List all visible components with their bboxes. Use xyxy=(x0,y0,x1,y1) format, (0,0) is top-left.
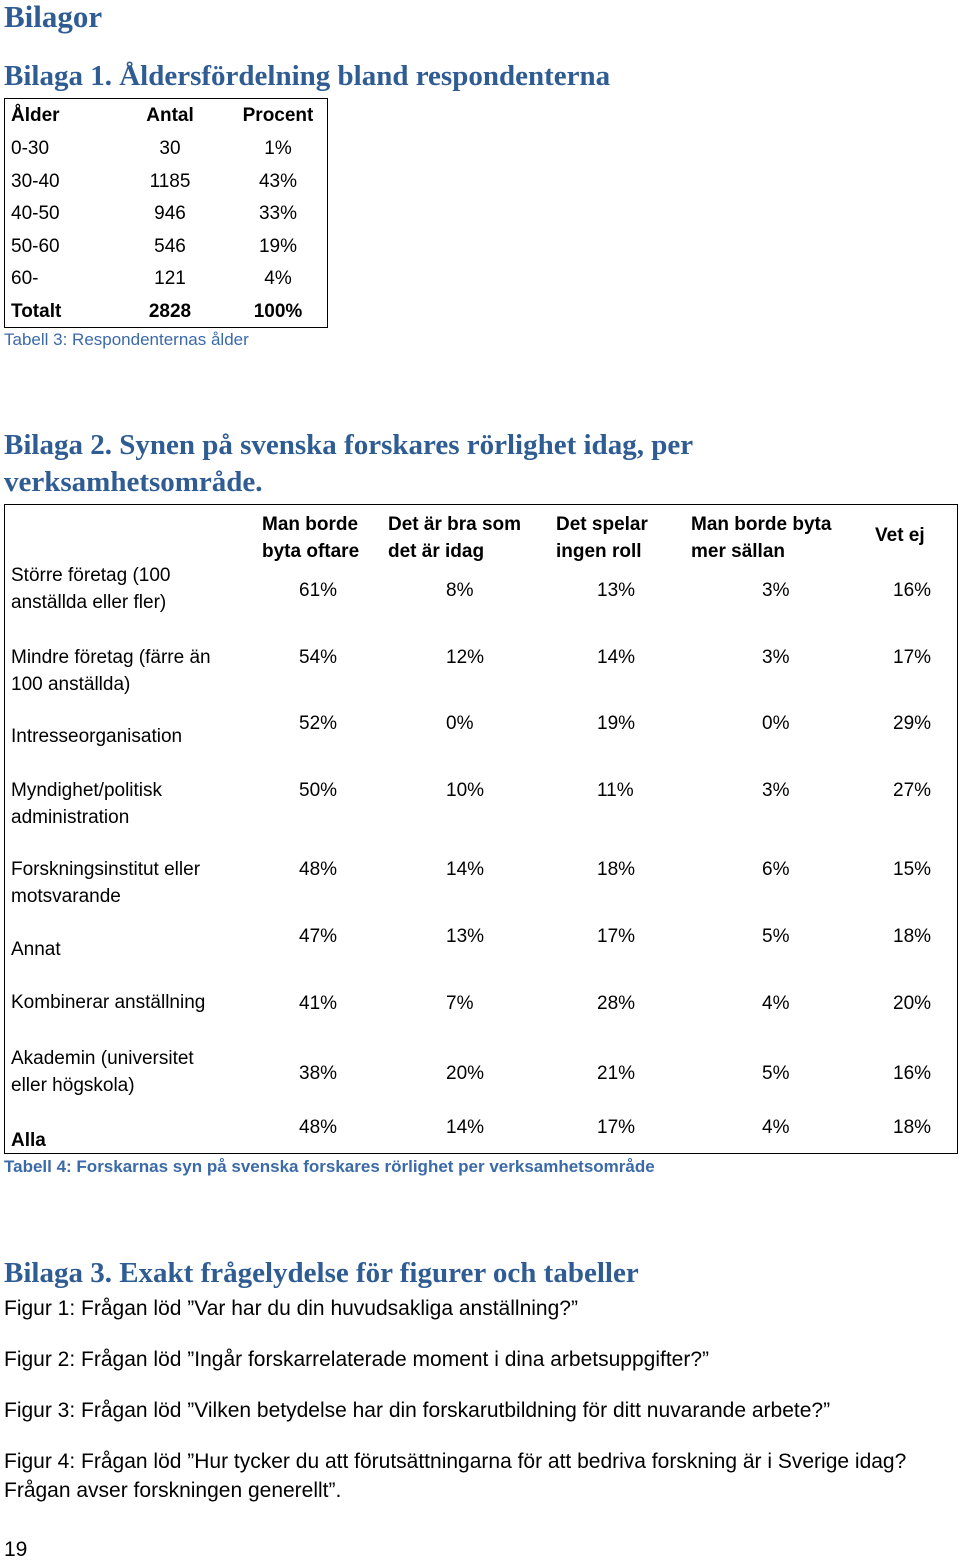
cell-age: 30-40 xyxy=(11,171,60,192)
header-byta-mer-sallan: Man borde byta mer sällan xyxy=(691,514,832,562)
cell-value: 13% xyxy=(446,926,485,947)
bilaga2-heading-line1: Bilaga 2. Synen på svenska forskares rörlighet idag, per xyxy=(4,429,694,461)
table-row xyxy=(5,232,327,262)
cell-value: 28% xyxy=(597,993,636,1014)
cell-value: 3% xyxy=(762,580,790,601)
header-alder: Ålder xyxy=(11,105,60,126)
row-label: Kombinerar anställning xyxy=(11,992,206,1013)
table-row xyxy=(5,199,327,229)
figure4-line1: Figur 4: Frågan löd ”Hur tycker du att förutsättningarna för att bedriva forskning är i Sverige idag? xyxy=(4,1450,907,1473)
cell-value: 3% xyxy=(762,780,790,801)
cell-value: 21% xyxy=(597,1063,636,1084)
cell-value: 16% xyxy=(893,1063,932,1084)
cell-value: 16% xyxy=(893,580,932,601)
cell-value: 20% xyxy=(893,993,932,1014)
cell-value: 6% xyxy=(762,859,790,880)
cell-count: 546 xyxy=(154,236,186,257)
cell-percent: 1% xyxy=(264,138,292,159)
cell-value: 17% xyxy=(597,926,636,947)
header-byta-oftare: Man borde byta oftare xyxy=(262,514,360,562)
cell-value: 50% xyxy=(299,780,338,801)
cell-value: 13% xyxy=(597,580,636,601)
bilaga2-heading-line2: verksamhetsområde. xyxy=(4,466,263,498)
row-label: Akademin (universitet eller högskola) xyxy=(11,1048,194,1096)
cell-value: 14% xyxy=(446,859,485,880)
cell-value: 12% xyxy=(446,647,485,668)
table-total-row xyxy=(5,297,327,327)
cell-value: 19% xyxy=(597,713,636,734)
cell-age: 60- xyxy=(11,268,39,289)
row-label: Myndighet/politisk administration xyxy=(11,780,163,828)
page-title: Bilagor xyxy=(4,0,103,34)
figure3-question: Figur 3: Frågan löd ”Vilken betydelse har din forskarutbildning för ditt nuvarande arbete?” xyxy=(4,1399,831,1422)
row-label: Större företag (100 anställda eller fler) xyxy=(11,565,171,613)
cell-value: 5% xyxy=(762,926,790,947)
table-row xyxy=(5,134,327,164)
cell-value: 14% xyxy=(446,1117,485,1138)
header-antal: Antal xyxy=(146,105,194,126)
cell-value: 52% xyxy=(299,713,338,734)
cell-value: 17% xyxy=(597,1117,636,1138)
cell-count: 30 xyxy=(159,138,181,159)
cell-percent: 19% xyxy=(258,236,298,257)
cell-value: 15% xyxy=(893,859,932,880)
cell-value: 29% xyxy=(893,713,932,734)
cell-count: 121 xyxy=(154,268,186,289)
cell-value: 38% xyxy=(299,1063,338,1084)
cell-value: 3% xyxy=(762,647,790,668)
row-label: Mindre företag (färre än 100 anställda) xyxy=(11,647,211,695)
age-distribution-table xyxy=(4,98,328,328)
header-vet-ej: Vet ej xyxy=(875,525,925,546)
page-number: 19 xyxy=(4,1538,28,1561)
bilaga3-heading: Bilaga 3. Exakt frågelydelse för figurer och tabeller xyxy=(4,1257,639,1289)
cell-value: 4% xyxy=(762,1117,790,1138)
bilaga2-heading xyxy=(4,427,693,501)
figure1-question: Figur 1: Frågan löd ”Var har du din huvudsakliga anställning?” xyxy=(4,1297,578,1320)
mobility-table xyxy=(4,504,958,1154)
row-label: Forskningsinstitut eller motsvarande xyxy=(11,859,201,907)
cell-percent: 4% xyxy=(264,268,292,289)
cell-value: 18% xyxy=(893,926,932,947)
row-label: Annat xyxy=(11,939,61,960)
cell-percent: 100% xyxy=(253,301,303,322)
row-label: Intresseorganisation xyxy=(11,726,183,747)
cell-value: 18% xyxy=(597,859,636,880)
cell-value: 10% xyxy=(446,780,485,801)
cell-value: 8% xyxy=(446,580,474,601)
figure2-question: Figur 2: Frågan löd ”Ingår forskarrelaterade moment i dina arbetsuppgifter?” xyxy=(4,1348,710,1371)
cell-value: 48% xyxy=(299,1117,338,1138)
header-procent: Procent xyxy=(242,105,314,126)
table-row xyxy=(5,264,327,294)
figure4-line2: Frågan avser forskningen generellt”. xyxy=(4,1479,342,1502)
cell-age: 50-60 xyxy=(11,236,60,257)
cell-value: 54% xyxy=(299,647,338,668)
cell-value: 17% xyxy=(893,647,932,668)
cell-count: 946 xyxy=(154,203,186,224)
cell-percent: 43% xyxy=(258,171,298,192)
cell-age: 40-50 xyxy=(11,203,60,224)
cell-value: 14% xyxy=(597,647,636,668)
cell-value: 7% xyxy=(446,993,474,1014)
cell-value: 5% xyxy=(762,1063,790,1084)
row-label: Alla xyxy=(11,1130,46,1151)
cell-value: 4% xyxy=(762,993,790,1014)
cell-value: 61% xyxy=(299,580,338,601)
cell-value: 18% xyxy=(893,1117,932,1138)
cell-value: 48% xyxy=(299,859,338,880)
cell-percent: 33% xyxy=(258,203,298,224)
table3-caption: Tabell 3: Respondenternas ålder xyxy=(4,330,249,349)
cell-value: 41% xyxy=(299,993,338,1014)
cell-value: 20% xyxy=(446,1063,485,1084)
bilaga1-heading: Bilaga 1. Åldersfördelning bland respondenterna xyxy=(4,60,611,92)
header-ingen-roll: Det spelar ingen roll xyxy=(556,514,648,562)
figure4-question xyxy=(4,1447,906,1505)
cell-count: 2828 xyxy=(148,301,192,322)
cell-count: 1185 xyxy=(149,171,191,192)
cell-value: 0% xyxy=(762,713,790,734)
cell-age: Totalt xyxy=(11,301,62,322)
cell-value: 47% xyxy=(299,926,338,947)
cell-value: 27% xyxy=(893,780,932,801)
table-row xyxy=(5,167,327,197)
cell-value: 0% xyxy=(446,713,474,734)
header-bra-som-idag: Det är bra som det är idag xyxy=(388,514,522,562)
cell-value: 11% xyxy=(597,780,634,801)
table-header-row xyxy=(5,101,327,131)
cell-age: 0-30 xyxy=(11,138,50,159)
table4-caption: Tabell 4: Forskarnas syn på svenska forskares rörlighet per verksamhetsområde xyxy=(4,1157,655,1176)
